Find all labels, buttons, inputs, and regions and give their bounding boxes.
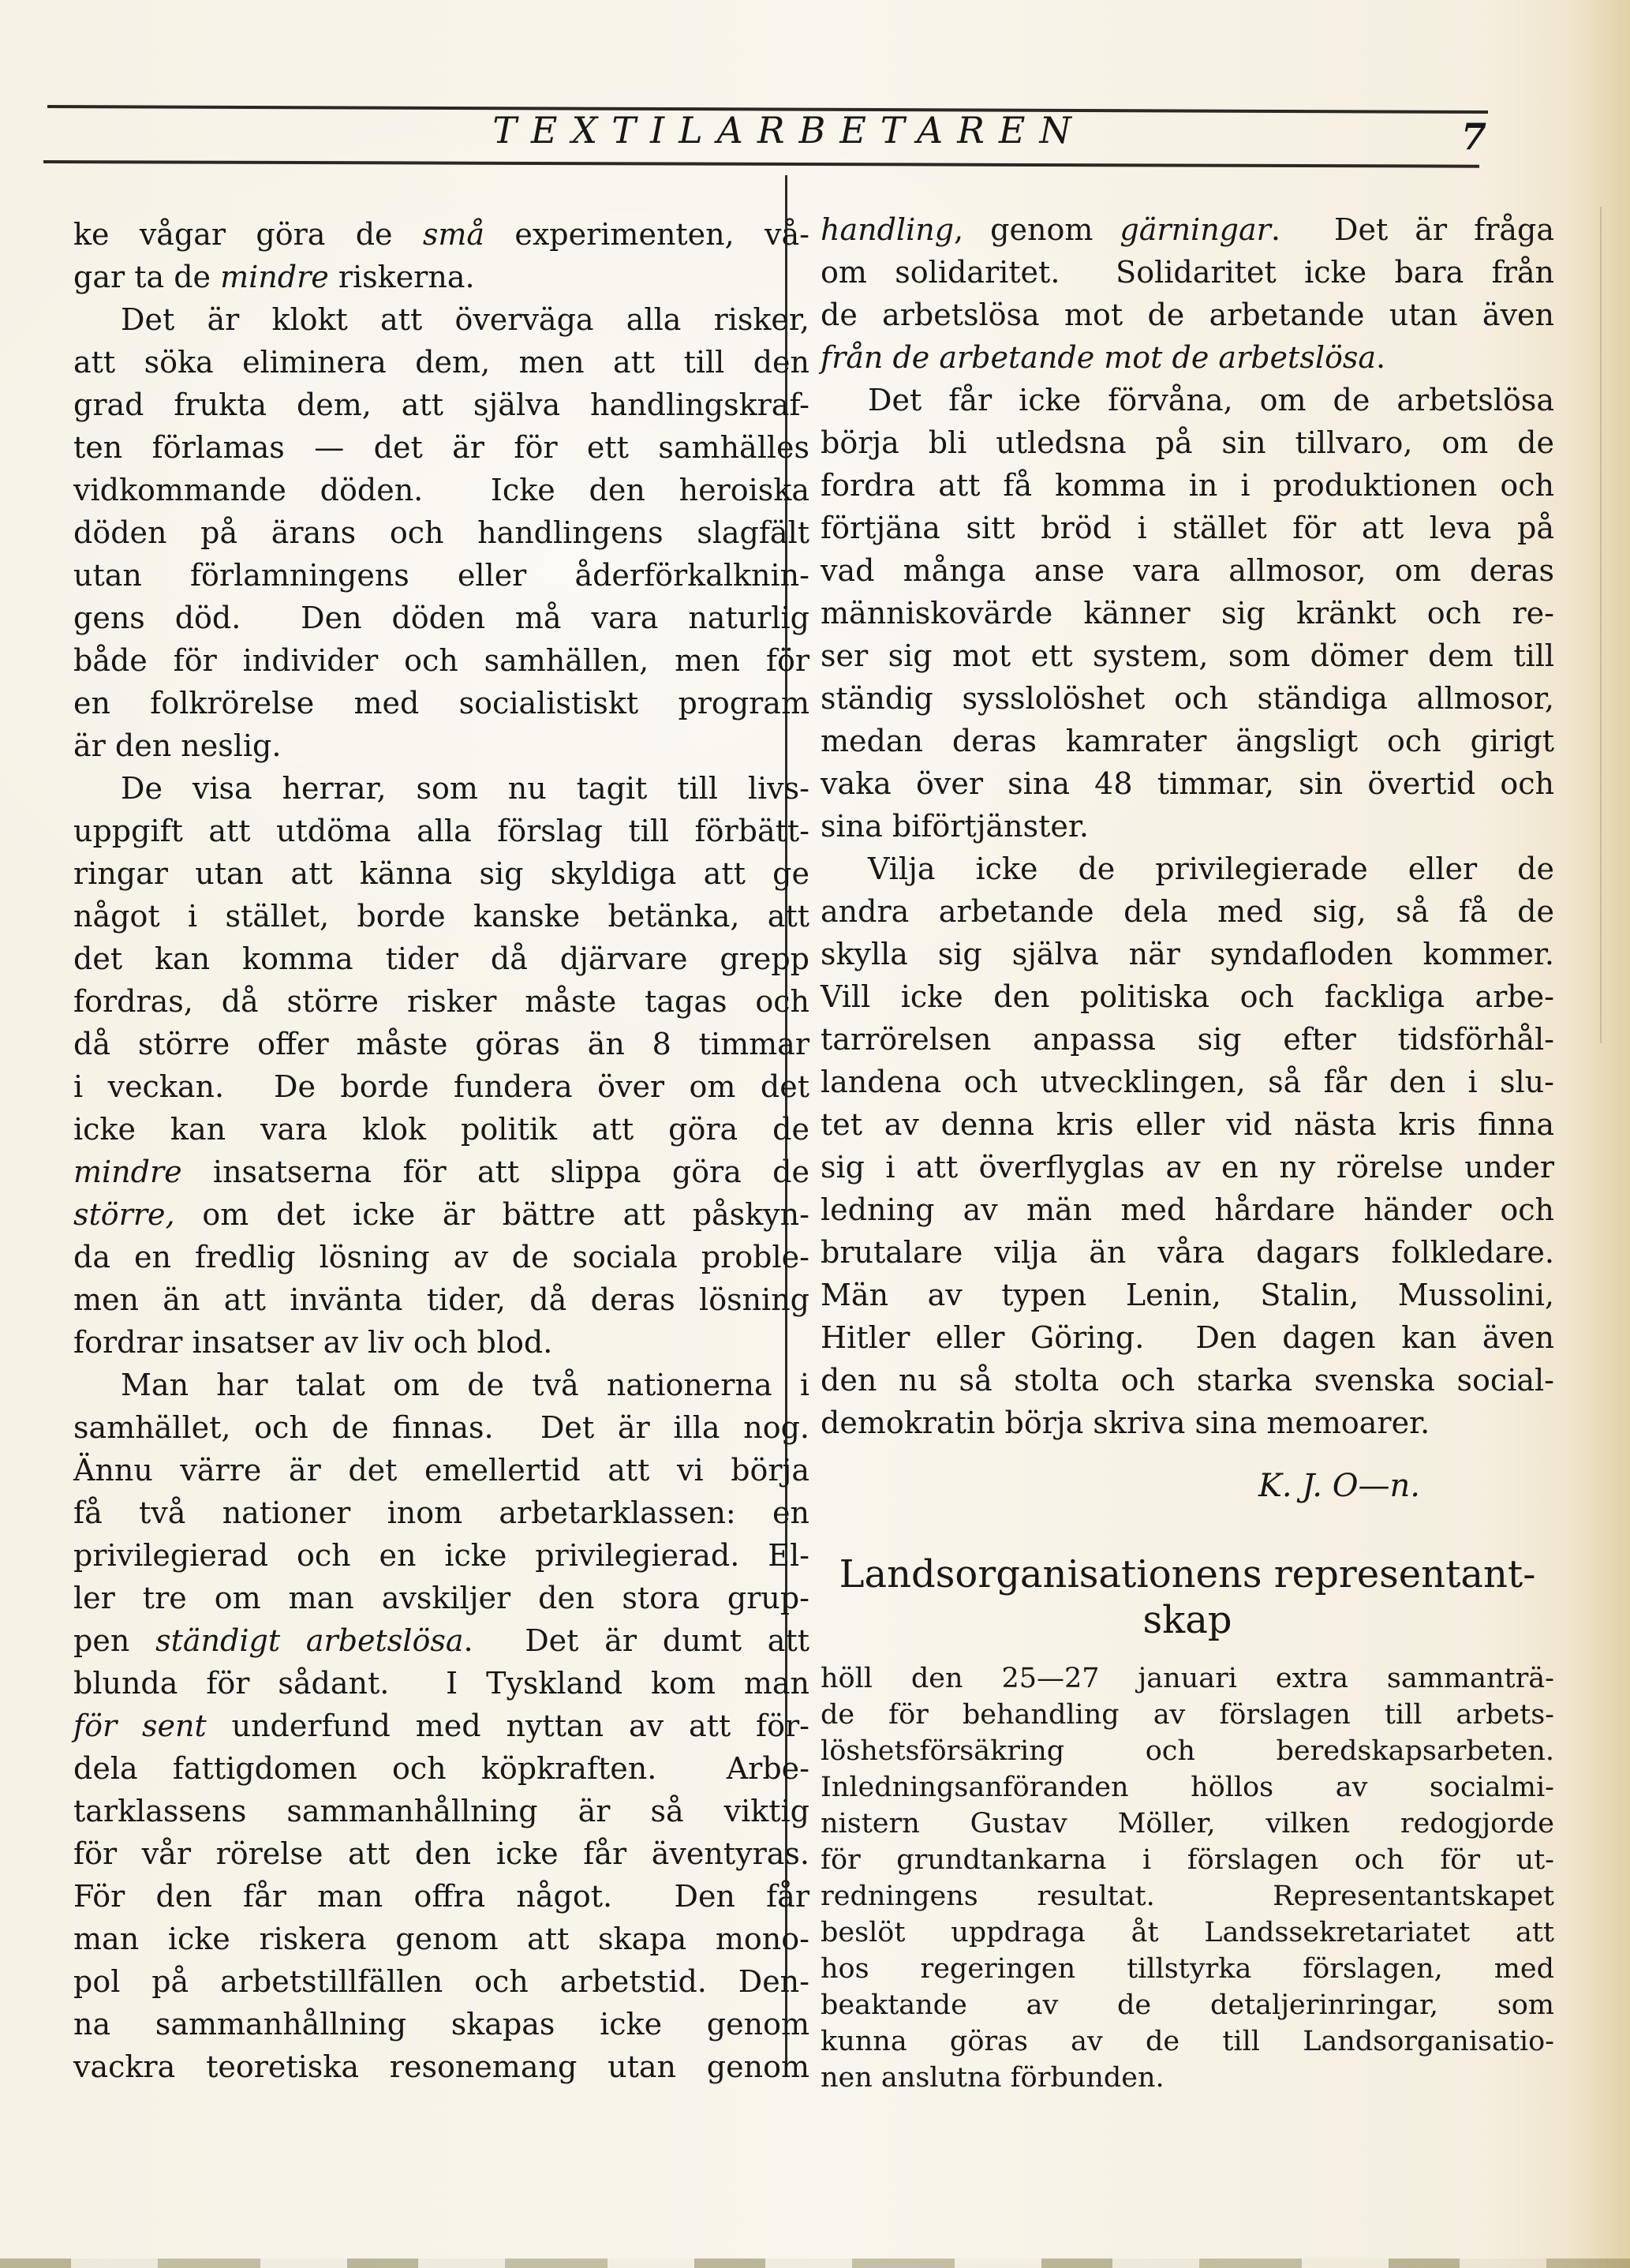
text-line bbox=[821, 379, 1554, 421]
text-line bbox=[821, 975, 1554, 1018]
page-number: 7 bbox=[1461, 115, 1487, 158]
text-run: man icke riskera genom att skapa mono- bbox=[73, 1922, 809, 1956]
text-run: . Det är fråga bbox=[1270, 212, 1554, 247]
article-1-body bbox=[821, 208, 1554, 1444]
text-run: men än att invänta tider, då deras lösning bbox=[73, 1282, 809, 1317]
left-column bbox=[73, 213, 809, 2088]
text-run: na sammanhållning skapas icke genom bbox=[73, 2007, 809, 2042]
text-run: nistern Gustav Möller, vilken redogjorde bbox=[821, 1808, 1554, 1839]
paragraph bbox=[821, 208, 1554, 379]
header-rule-bottom bbox=[43, 160, 1479, 168]
text-line bbox=[73, 256, 809, 298]
text-line bbox=[821, 762, 1554, 805]
text-run: privilegierad och en icke privilegierad. El- bbox=[73, 1538, 809, 1573]
text-run: tarrörelsen anpassa sig efter tidsförhål- bbox=[821, 1022, 1554, 1057]
text-line bbox=[73, 810, 809, 852]
text-run: Inledningsanföranden höllos av socialmi- bbox=[821, 1772, 1554, 1803]
text-line bbox=[821, 208, 1554, 251]
text-run: insatserna för att slippa göra de bbox=[181, 1155, 809, 1189]
text-run: gens död. Den döden må vara naturlig bbox=[73, 601, 809, 635]
text-line bbox=[73, 2003, 809, 2045]
italic-text-run: mindre bbox=[220, 260, 329, 294]
text-line bbox=[821, 1806, 1554, 1842]
text-run: ler tre om man avskiljer den stora grup- bbox=[73, 1581, 809, 1615]
text-run: något i stället, borde kanske betänka, att bbox=[73, 899, 809, 934]
text-line bbox=[821, 1231, 1554, 1274]
text-line bbox=[73, 1790, 809, 1832]
text-line bbox=[821, 1769, 1554, 1806]
text-line bbox=[73, 1918, 809, 1960]
text-run: ser sig mot ett system, som dömer dem till bbox=[821, 638, 1554, 673]
text-run: samhället, och de finnas. Det är illa nog. bbox=[73, 1410, 809, 1445]
text-line bbox=[821, 805, 1554, 848]
text-run: utan förlamningens eller åderförkalknin- bbox=[73, 558, 809, 593]
text-line bbox=[821, 1103, 1554, 1146]
text-line bbox=[821, 1146, 1554, 1188]
text-run: Hitler eller Göring. Den dagen kan även bbox=[821, 1320, 1554, 1355]
text-line bbox=[73, 1491, 809, 1534]
italic-text-run: ständigt arbetslösa bbox=[155, 1623, 464, 1658]
text-line bbox=[821, 336, 1554, 379]
text-run: tarklassens sammanhållning är så viktig bbox=[73, 1794, 809, 1828]
text-run: är den neslig. bbox=[73, 728, 282, 763]
paragraph bbox=[821, 848, 1554, 1444]
text-run: en folkrörelse med socialistiskt program bbox=[73, 686, 809, 720]
scan-edge-shadow bbox=[1575, 0, 1630, 2268]
text-line bbox=[73, 1023, 809, 1065]
text-line bbox=[73, 724, 809, 767]
text-run: sina biförtjänster. bbox=[821, 809, 1089, 844]
text-run: Det är klokt att överväga alla risker, bbox=[121, 302, 809, 337]
text-line bbox=[821, 1842, 1554, 1878]
scan-crease-artifact bbox=[1600, 207, 1602, 1043]
article-2-heading-line2: skap bbox=[1142, 1598, 1232, 1642]
text-line bbox=[821, 592, 1554, 634]
paragraph bbox=[73, 1364, 809, 2088]
text-run: kunna göras av de till Landsorganisatio- bbox=[821, 2026, 1554, 2057]
text-run: andra arbetande dela med sig, så få de bbox=[821, 894, 1554, 929]
text-run: om det icke är bättre att påskyn- bbox=[174, 1197, 809, 1232]
italic-text-run: handling bbox=[821, 212, 955, 247]
paragraph bbox=[73, 213, 809, 298]
text-line bbox=[821, 1359, 1554, 1402]
text-run: de för behandling av förslagen till arbets- bbox=[821, 1699, 1554, 1731]
text-run: beaktande av de detaljerinringar, som bbox=[821, 1989, 1554, 2021]
text-run: ke vågar göra de bbox=[73, 217, 423, 252]
text-line bbox=[73, 298, 809, 341]
text-run: landena och utvecklingen, så får den i slu- bbox=[821, 1065, 1554, 1099]
italic-text-run: gärningar bbox=[1120, 212, 1271, 247]
text-line bbox=[821, 1697, 1554, 1733]
text-run: om solidaritet. Solidaritet icke bara från bbox=[821, 255, 1554, 290]
text-line bbox=[821, 720, 1554, 762]
text-line bbox=[73, 1577, 809, 1619]
text-line bbox=[73, 1534, 809, 1577]
text-run: skylla sig själva när syndafloden kommer. bbox=[821, 937, 1554, 971]
paragraph bbox=[73, 298, 809, 767]
text-line bbox=[73, 639, 809, 682]
text-line bbox=[73, 1236, 809, 1278]
text-line bbox=[73, 938, 809, 980]
text-run: demokratin börja skriva sina memoarer. bbox=[821, 1405, 1430, 1440]
article-2-heading-line1: Landsorganisationens representant- bbox=[839, 1552, 1536, 1596]
text-line bbox=[73, 1193, 809, 1236]
text-line bbox=[821, 1274, 1554, 1316]
text-run: , genom bbox=[954, 212, 1120, 247]
text-line bbox=[821, 1316, 1554, 1359]
text-run: då större offer måste göras än 8 timmar bbox=[73, 1027, 809, 1061]
text-run: blunda för sådant. I Tyskland kom man bbox=[73, 1666, 809, 1701]
article-2-body bbox=[821, 1660, 1554, 2096]
text-line bbox=[73, 1705, 809, 1747]
right-column bbox=[821, 208, 1554, 2096]
text-run: ständig sysslolöshet och ständiga allmosor, bbox=[821, 681, 1554, 716]
text-run: vad många anse vara allmosor, om deras bbox=[821, 553, 1554, 588]
text-run: fordrar insatser av liv och blod. bbox=[73, 1325, 553, 1360]
text-line bbox=[73, 1278, 809, 1321]
text-run: nen anslutna förbunden. bbox=[821, 2062, 1165, 2094]
text-run: få två nationer inom arbetarklassen: en bbox=[73, 1495, 809, 1530]
text-run: underfund med nyttan av att för- bbox=[206, 1708, 810, 1743]
text-run: för grundtankarna i förslagen och för ut- bbox=[821, 1844, 1554, 1876]
text-run: att söka eliminera dem, men att till den bbox=[73, 345, 809, 380]
text-run: fordra att få komma in i produktionen och bbox=[821, 468, 1554, 503]
text-run: grad frukta dem, att själva handlingskraf- bbox=[73, 387, 809, 422]
paragraph bbox=[821, 1660, 1554, 2096]
italic-text-run: från de arbetande mot de arbetslösa bbox=[821, 340, 1377, 375]
paragraph bbox=[73, 767, 809, 1364]
text-run: beslöt uppdraga åt Landssekretariatet att bbox=[821, 1917, 1554, 1948]
text-run: experimenten, vå- bbox=[484, 217, 809, 252]
italic-text-run: mindre bbox=[73, 1155, 182, 1189]
text-run: Vill icke den politiska och fackliga arbe- bbox=[821, 979, 1554, 1014]
text-line bbox=[821, 634, 1554, 677]
italic-text-run: större, bbox=[73, 1197, 175, 1232]
text-run: det kan komma tider då djärvare grepp bbox=[73, 941, 809, 976]
text-run: pen bbox=[73, 1623, 156, 1658]
text-line bbox=[821, 1914, 1554, 1951]
text-line bbox=[73, 2045, 809, 2088]
text-line bbox=[73, 1065, 809, 1108]
text-run: De visa herrar, som nu tagit till livs- bbox=[121, 771, 809, 806]
text-run: hos regeringen tillstyrka förslagen, med bbox=[821, 1953, 1554, 1985]
text-line bbox=[821, 251, 1554, 294]
text-line bbox=[73, 1321, 809, 1364]
text-run: ten förlamas — det är för ett samhälles bbox=[73, 430, 809, 465]
text-run: sig i att överflyglas av en ny rörelse under bbox=[821, 1150, 1554, 1185]
text-run: redningens resultat. Representantskapet bbox=[821, 1881, 1554, 1912]
text-line bbox=[73, 1832, 809, 1875]
text-run: . Det är dumt att bbox=[463, 1623, 809, 1658]
text-run: vidkommande döden. Icke den heroiska bbox=[73, 473, 809, 507]
text-line bbox=[73, 1662, 809, 1705]
text-run: Ännu värre är det emellertid att vi börja bbox=[73, 1453, 809, 1488]
text-line bbox=[821, 1733, 1554, 1769]
text-line bbox=[73, 1364, 809, 1406]
text-line bbox=[821, 1402, 1554, 1444]
text-line bbox=[73, 1108, 809, 1151]
text-run: människovärde känner sig kränkt och re- bbox=[821, 596, 1554, 631]
text-line bbox=[73, 384, 809, 426]
text-line bbox=[821, 1951, 1554, 1987]
text-run: Det får icke förvåna, om de arbetslösa bbox=[868, 383, 1554, 417]
text-run: döden på ärans och handlingens slagfält bbox=[73, 515, 809, 550]
text-line bbox=[73, 1151, 809, 1193]
text-run: börja bli utledsna på sin tillvaro, om de bbox=[821, 425, 1554, 460]
text-run: Män av typen Lenin, Stalin, Mussolini, bbox=[821, 1278, 1554, 1312]
text-line bbox=[73, 597, 809, 639]
text-run: pol på arbetstillfällen och arbetstid. Den- bbox=[73, 1964, 809, 1999]
text-run: ringar utan att känna sig skyldiga att ge bbox=[73, 856, 809, 891]
paragraph bbox=[821, 379, 1554, 848]
italic-text-run: för sent bbox=[73, 1708, 207, 1743]
text-run: höll den 25—27 januari extra sammanträ- bbox=[821, 1663, 1554, 1694]
text-line bbox=[73, 1960, 809, 2003]
text-line bbox=[821, 549, 1554, 592]
text-run: Man har talat om de två nationerna i bbox=[121, 1368, 809, 1402]
text-run: för vår rörelse att den icke får äventyras. bbox=[73, 1836, 809, 1871]
text-run: För den får man offra något. Den får bbox=[73, 1879, 809, 1914]
text-run: da en fredlig lösning av de sociala proble- bbox=[73, 1240, 809, 1274]
text-line bbox=[821, 2023, 1554, 2060]
text-run: icke kan vara klok politik att göra de bbox=[73, 1112, 809, 1147]
text-line bbox=[73, 980, 809, 1023]
text-line bbox=[821, 421, 1554, 464]
text-run: uppgift att utdöma alla förslag till förbätt- bbox=[73, 814, 809, 848]
text-line bbox=[73, 554, 809, 597]
text-line bbox=[821, 507, 1554, 549]
article-2-heading bbox=[821, 1551, 1554, 1643]
text-line bbox=[73, 469, 809, 511]
text-line bbox=[821, 1018, 1554, 1061]
text-run: den nu så stolta och starka svenska social- bbox=[821, 1363, 1554, 1398]
text-line bbox=[73, 1619, 809, 1662]
text-line bbox=[821, 1061, 1554, 1103]
text-line bbox=[73, 682, 809, 724]
text-line bbox=[73, 1406, 809, 1449]
italic-text-run: små bbox=[422, 217, 485, 252]
text-line bbox=[821, 294, 1554, 336]
text-line bbox=[73, 895, 809, 938]
text-line bbox=[821, 2060, 1554, 2096]
scan-bottom-artifact bbox=[0, 2259, 1630, 2268]
text-line bbox=[73, 1449, 809, 1491]
text-run: både för individer och samhällen, men för bbox=[73, 643, 809, 678]
text-run: vackra teoretiska resonemang utan genom bbox=[73, 2049, 809, 2084]
text-line bbox=[821, 677, 1554, 720]
author-signature: K. J. O—n. bbox=[1258, 1468, 1420, 1504]
text-line bbox=[821, 848, 1554, 890]
text-run: riskerna. bbox=[328, 260, 475, 294]
text-run: medan deras kamrater ängsligt och girigt bbox=[821, 724, 1554, 758]
text-line bbox=[821, 933, 1554, 975]
text-run: tet av denna kris eller vid nästa kris finna bbox=[821, 1107, 1554, 1142]
text-run: i veckan. De borde fundera över om det bbox=[73, 1069, 809, 1104]
text-run: de arbetslösa mot de arbetande utan även bbox=[821, 298, 1554, 332]
text-run: löshetsförsäkring och beredskapsarbeten. bbox=[821, 1735, 1554, 1767]
text-line bbox=[73, 511, 809, 554]
text-line bbox=[821, 1987, 1554, 2023]
text-line bbox=[73, 213, 809, 256]
text-line bbox=[73, 767, 809, 810]
text-line bbox=[821, 1878, 1554, 1914]
text-line bbox=[821, 890, 1554, 933]
text-line bbox=[73, 341, 809, 384]
text-run: förtjäna sitt bröd i stället för att leva på bbox=[821, 511, 1554, 545]
journal-title: TEXTILARBETAREN bbox=[492, 109, 1086, 152]
text-line bbox=[73, 852, 809, 895]
text-run: . bbox=[1376, 340, 1386, 375]
text-run: fordras, då större risker måste tagas och bbox=[73, 984, 809, 1019]
text-run: gar ta de bbox=[73, 260, 221, 294]
text-line bbox=[821, 1660, 1554, 1697]
text-run: vaka över sina 48 timmar, sin övertid och bbox=[821, 766, 1554, 801]
text-line bbox=[821, 464, 1554, 507]
text-line bbox=[821, 1188, 1554, 1231]
text-run: ledning av män med hårdare händer och bbox=[821, 1192, 1554, 1227]
text-line bbox=[73, 426, 809, 469]
text-run: dela fattigdomen och köpkraften. Arbe- bbox=[73, 1751, 809, 1786]
text-run: Vilja icke de privilegierade eller de bbox=[868, 851, 1554, 886]
text-line bbox=[73, 1875, 809, 1918]
text-line bbox=[73, 1747, 809, 1790]
text-run: brutalare vilja än våra dagars folkledare. bbox=[821, 1235, 1554, 1270]
